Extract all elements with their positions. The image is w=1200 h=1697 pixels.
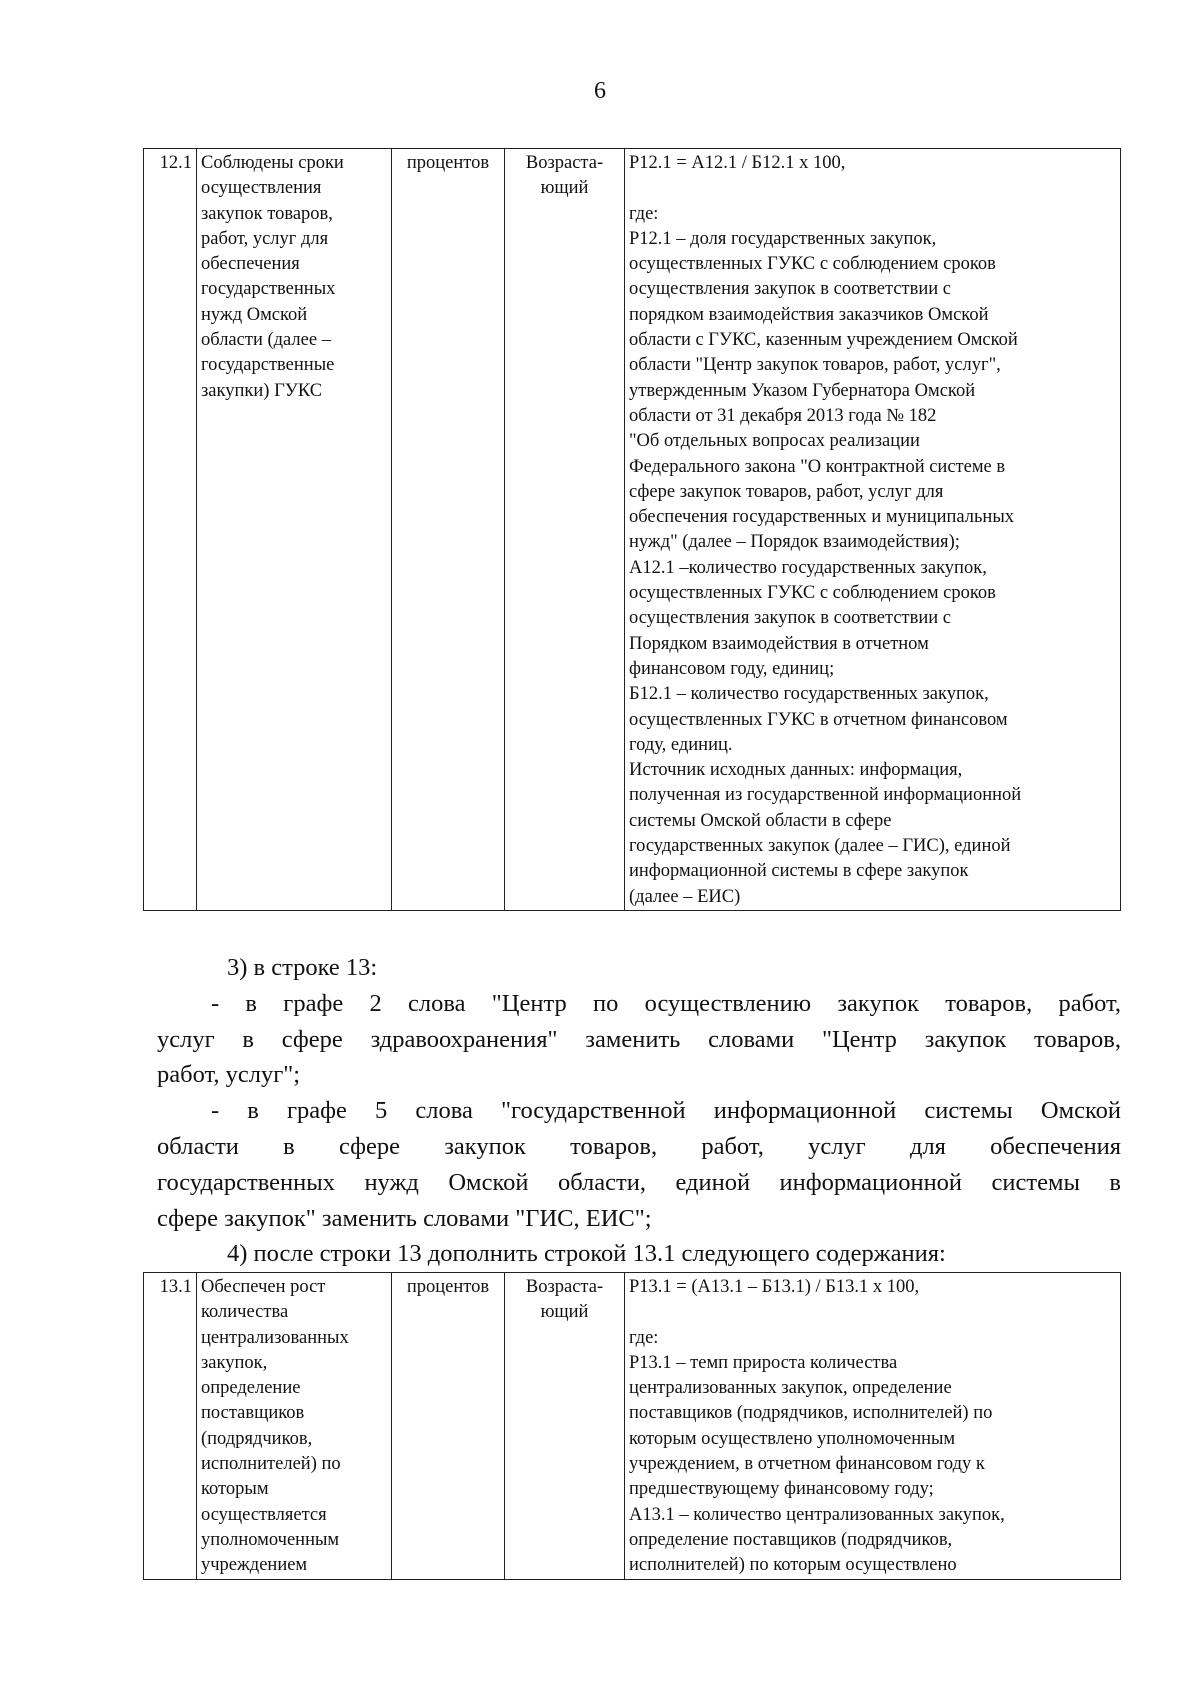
indicator-table-row-13-1	[143, 1272, 1121, 1580]
text-line: количества	[201, 1302, 289, 1323]
text-line: уполномоченным	[201, 1529, 340, 1550]
row-number-cell: 12.1	[144, 149, 197, 911]
item-4-text: 4) после строки 13 дополнить строкой 13.1 следующего содержания:	[227, 1240, 946, 1268]
text-line: системы Омской области в сфере	[629, 810, 892, 831]
text-line: Обеспечен рост	[201, 1277, 326, 1297]
text-line: Соблюдены сроки	[201, 153, 344, 173]
text-line: (подрядчиков,	[201, 1428, 313, 1449]
text-line: осуществления закупок в соответствии с	[629, 279, 951, 300]
text-line: году, единиц.	[629, 734, 733, 755]
indicator-name-cell	[197, 149, 392, 911]
text-line: закупки) ГУКС	[201, 380, 323, 401]
formula-cell	[625, 149, 1121, 911]
text-line: "Об отдельных вопросах реализации	[629, 431, 920, 452]
text-line: А13.1 – количество централизованных закупок,	[629, 1504, 1005, 1525]
text-line: обеспечения государственных и муниципальных	[629, 507, 1015, 528]
text-line: закупок товаров,	[201, 203, 333, 224]
text-line	[629, 1300, 1116, 1325]
text-line: обеспечения	[201, 254, 300, 275]
item-3-subitem-1	[157, 986, 1121, 1093]
direction-cell	[505, 149, 625, 911]
paragraph-line: государственных нужд Омской области, единой информационной системы в	[157, 1168, 1121, 1196]
item-3-subitem-2	[157, 1093, 1121, 1236]
text-line: осуществленных ГУКС в отчетном финансовом	[629, 709, 1008, 730]
text-line: Р13.1 – темп прироста количества	[629, 1352, 898, 1373]
text-line: которым	[201, 1479, 269, 1500]
text-line: области "Центр закупок товаров, работ, услуг",	[629, 355, 1001, 376]
item-3-heading: 3) в строке 13:	[227, 954, 378, 981]
text-line: (далее – ЕИС)	[629, 886, 741, 907]
text-line: осуществления закупок в соответствии с	[629, 608, 951, 629]
paragraph-line: области в сфере закупок товаров, работ, услуг для обеспечения	[157, 1132, 1121, 1160]
text-line: где:	[629, 203, 659, 224]
text-line: Р13.1 = (А13.1 – Б13.1) / Б13.1 х 100,	[629, 1277, 920, 1297]
text-line: осуществляется	[201, 1504, 327, 1525]
text-line: учреждением	[201, 1555, 308, 1576]
row-number-cell: 13.1	[144, 1273, 197, 1580]
text-line: государственные	[201, 355, 335, 376]
paragraph-line: работ, услуг";	[157, 1061, 301, 1089]
table-row	[144, 1273, 1121, 1580]
text-line: области от 31 декабря 2013 года № 182	[629, 405, 937, 426]
text-line: Возраста-	[525, 1277, 604, 1297]
page-number: 6	[594, 78, 606, 104]
text-line: Источник исходных данных: информация,	[629, 760, 963, 781]
text-line: исполнителей) по которым осуществлено	[629, 1555, 957, 1576]
text-line: предшествующему финансовому году;	[629, 1479, 934, 1500]
text-line: осуществленных ГУКС с соблюдением сроков	[629, 583, 996, 604]
text-line: работ, услуг для	[201, 228, 329, 249]
text-line: Б12.1 – количество государственных закупок,	[629, 684, 989, 705]
direction-cell	[505, 1273, 625, 1580]
text-line: государственных	[201, 279, 336, 300]
indicator-name-cell	[197, 1273, 392, 1580]
text-line: поставщиков	[201, 1403, 305, 1424]
paragraph-line: - в графе 5 слова "государственной информационной системы Омской	[211, 1097, 1121, 1125]
unit-cell: процентов	[392, 1273, 505, 1580]
paragraph-line: услуг в сфере здравоохранения" заменить словами "Центр закупок товаров,	[157, 1025, 1121, 1053]
text-line: финансовом году, единиц;	[629, 658, 835, 679]
text-line: нужд" (далее – Порядок взаимодействия);	[629, 532, 960, 553]
text-line: утвержденным Указом Губернатора Омской	[629, 380, 976, 401]
formula-cell	[625, 1273, 1121, 1580]
text-line: ющий	[540, 178, 589, 199]
text-line	[629, 176, 1116, 201]
text-line: поставщиков (подрядчиков, исполнителей) по	[629, 1403, 993, 1424]
table-row	[144, 149, 1121, 911]
text-line: информационной системы в сфере закупок	[629, 861, 969, 882]
text-line: централизованных	[201, 1327, 349, 1348]
text-line: А12.1 –количество государственных закупок,	[629, 557, 987, 578]
text-line: полученная из государственной информационной	[629, 785, 1022, 806]
text-line: определение поставщиков (подрядчиков,	[629, 1529, 953, 1550]
text-line: где:	[629, 1327, 659, 1348]
text-line: области (далее –	[201, 330, 331, 351]
text-line: закупок,	[201, 1352, 268, 1373]
text-line: которым осуществлено уполномоченным	[629, 1428, 956, 1449]
unit-cell: процентов	[392, 149, 505, 911]
text-line: осуществленных ГУКС с соблюдением сроков	[629, 254, 996, 275]
text-line: учреждением, в отчетном финансовом году к	[629, 1454, 985, 1475]
text-line: Р12.1 = А12.1 / Б12.1 х 100,	[629, 153, 846, 173]
text-line: государственных закупок (далее – ГИС), единой	[629, 836, 1011, 857]
text-line: Федерального закона "О контрактной системе в	[629, 456, 1006, 477]
text-line: области с ГУКС, казенным учреждением Омской	[629, 330, 1018, 351]
text-line: определение	[201, 1378, 301, 1399]
text-line: централизованных закупок, определение	[629, 1378, 952, 1399]
amendment-text	[157, 950, 1121, 1272]
indicator-table-row-12-1	[143, 148, 1121, 911]
text-line: Порядком взаимодействия в отчетном	[629, 633, 929, 654]
paragraph-line: сфере закупок" заменить словами "ГИС, ЕИС";	[157, 1204, 652, 1232]
text-line: порядком взаимодействия заказчиков Омской	[629, 304, 989, 325]
text-line: осуществления	[201, 178, 322, 199]
text-line: Возраста-	[525, 153, 604, 173]
text-line: нужд Омской	[201, 304, 308, 325]
paragraph-line: - в графе 2 слова "Центр по осуществлению закупок товаров, работ,	[211, 989, 1121, 1017]
text-line: сфере закупок товаров, работ, услуг для	[629, 481, 944, 502]
text-line: ющий	[540, 1302, 589, 1323]
text-line: исполнителей) по	[201, 1454, 341, 1475]
text-line: Р12.1 – доля государственных закупок,	[629, 228, 937, 249]
